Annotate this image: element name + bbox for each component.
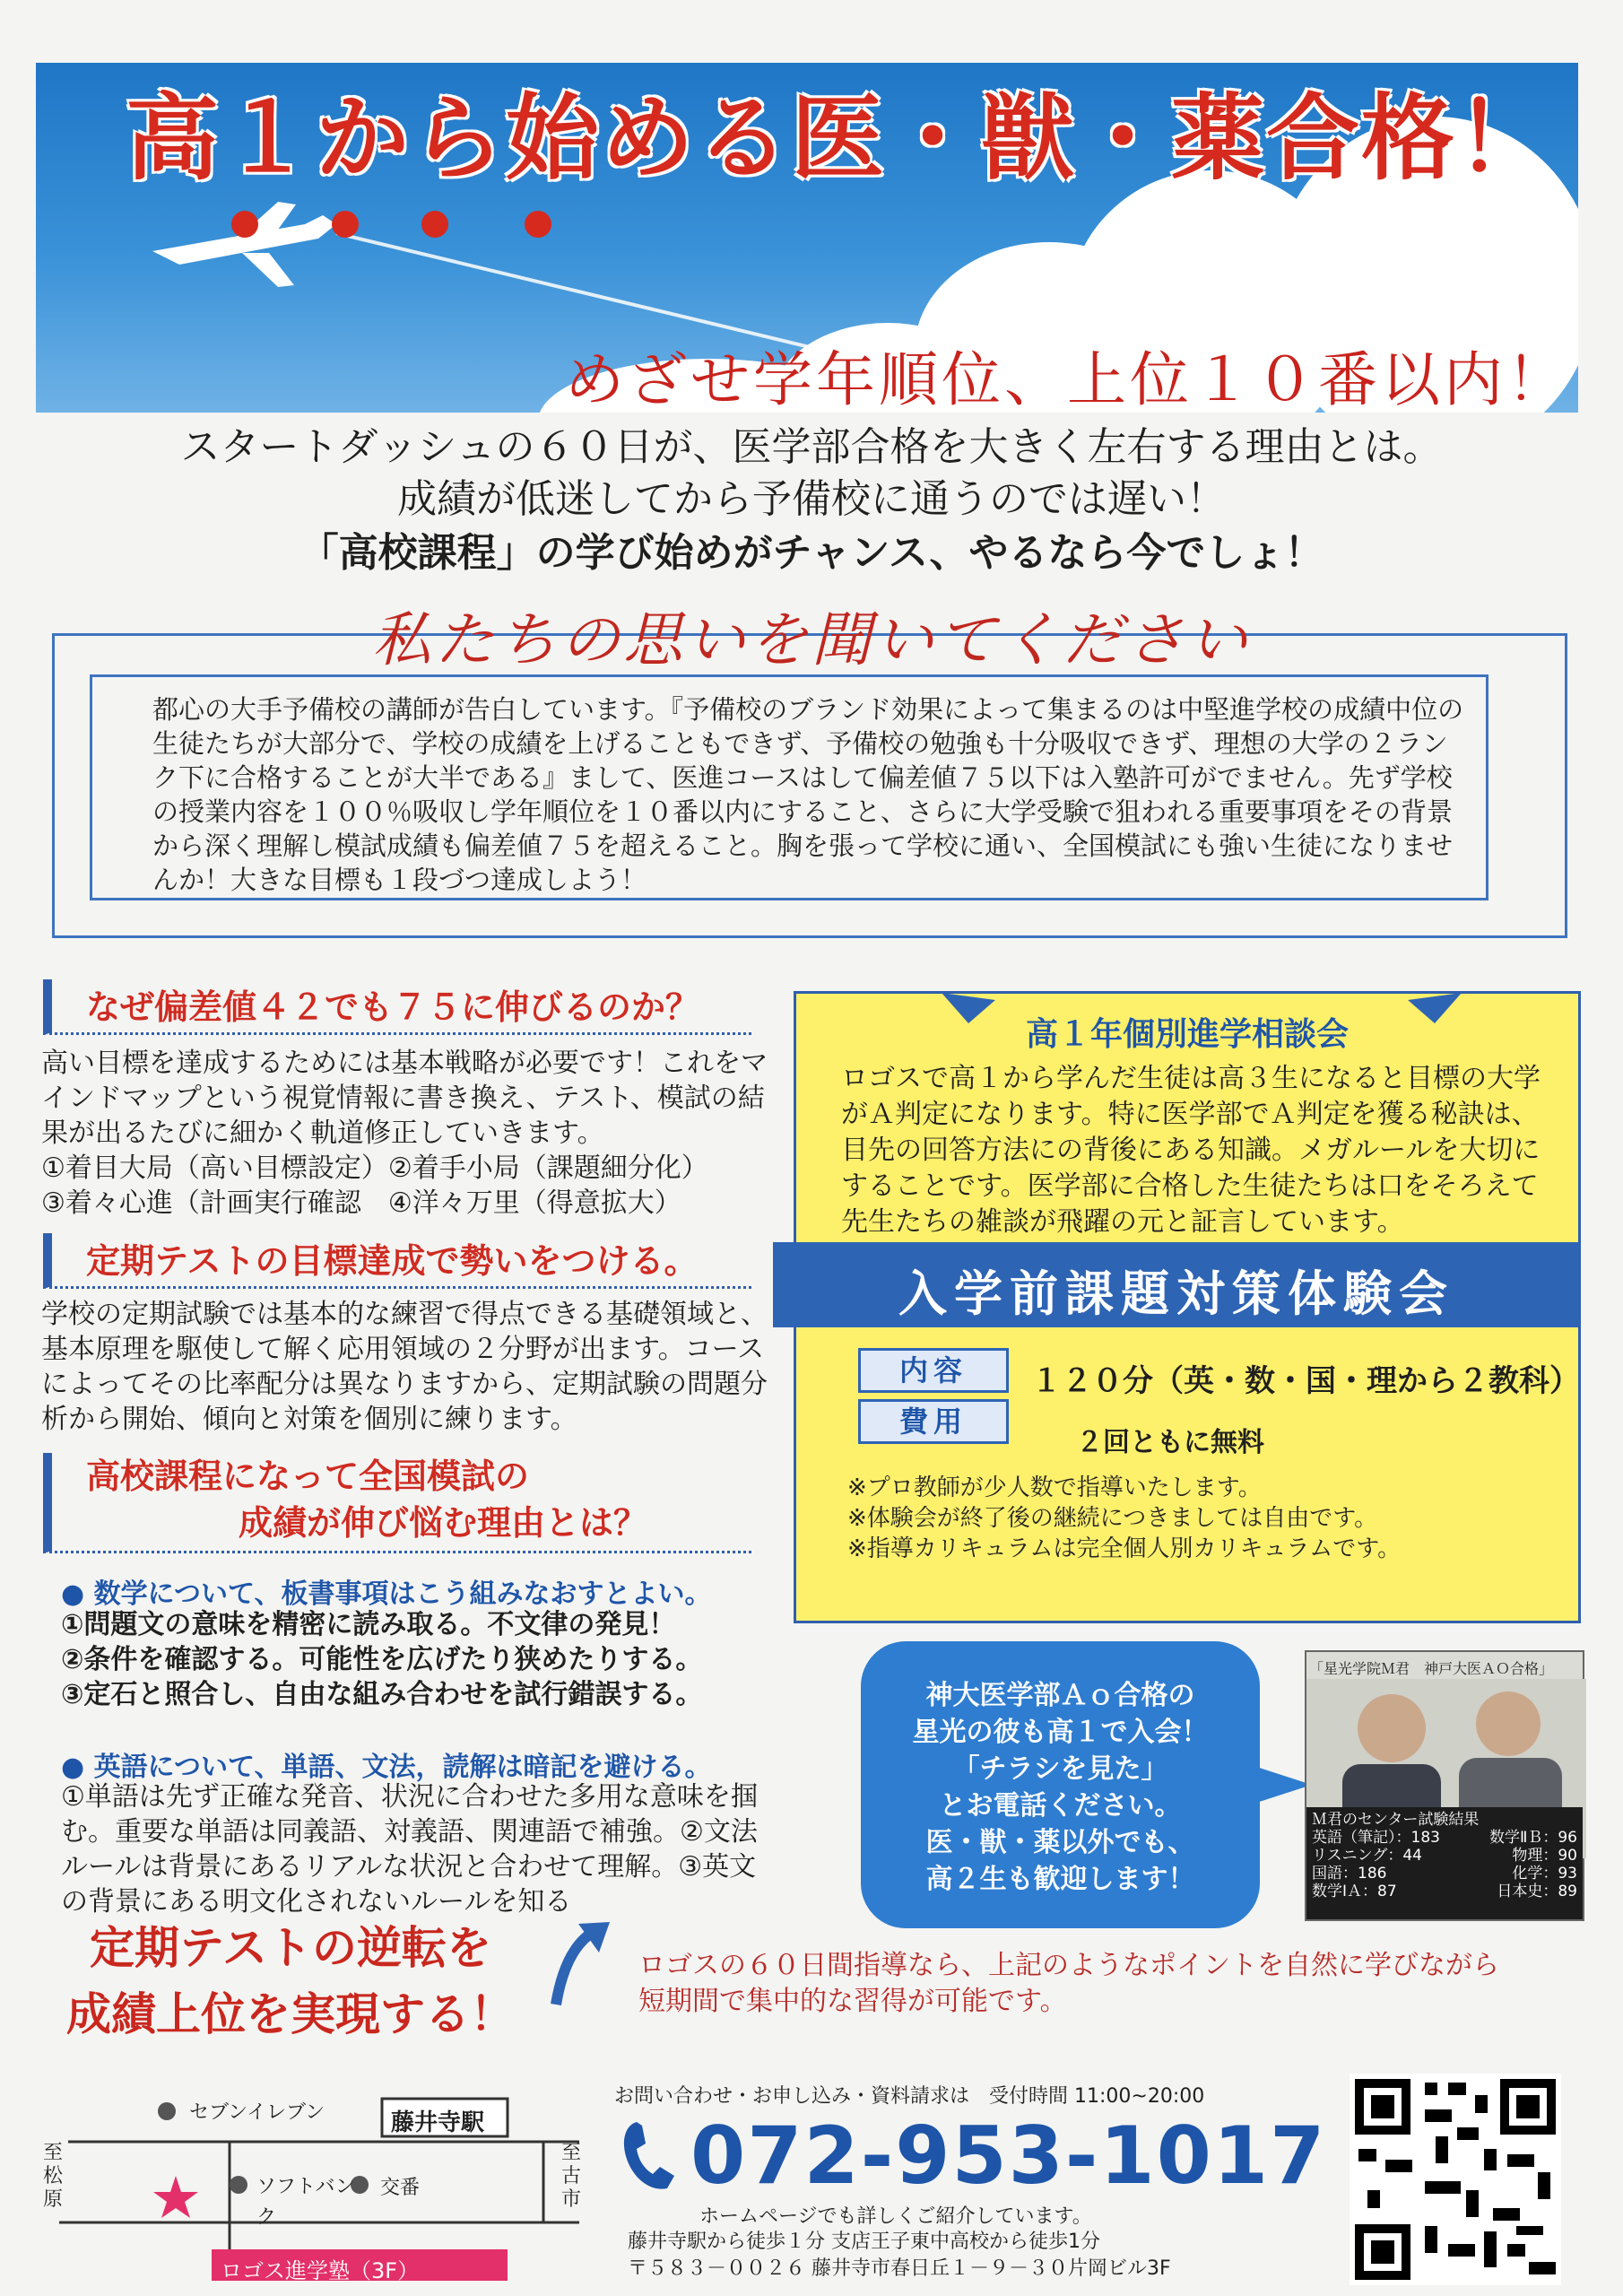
math-tip-1: ①問題文の意味を精密に読み取る。不文律の発見！ [61,1609,676,1640]
math-tip-2: ②条件を確認する。可能性を広げたり狭めたりする。 [61,1644,703,1675]
bubble-line-4: とお電話ください。 [939,1790,1182,1822]
content-value: １２０分（英・数・国・理から２教科） [1031,1363,1580,1399]
english-tip-body: ①単語は先ず正確な発音、状況に合わせた多用な意味を掴む。重要な単語は同義語、対義語、関連語で補強。②文法ルールは背景にあるリアルな状況と合わせて理解。③英文の背景にある明文化されないルールを知る [61,1781,758,1918]
lightbulb-icon: ● [61,1578,85,1610]
map-school: ロゴス進学塾（3F） [221,2258,420,2283]
summary-text [638,1948,1589,2020]
reverse-slogan-line1: 定期テストの逆転を [90,1922,491,1974]
summary-line-1: ロゴスの６０日間指導なら、上記のようなポイントを自然に学びながら [638,1950,1499,1981]
consult-title: 高１年個別進学相談会 [1025,1016,1349,1053]
hero-subtitle: めざせ学年順位、上位１０番以内！ [565,345,1569,414]
section-title-deviation: なぜ偏差値４２でも７５に伸びるのか？ [43,979,751,1035]
voice-title: 私たちの思いを聞いてください [372,605,1251,674]
score-table [1306,1807,1583,1919]
hero-title: 高１から始める医・獣・薬合格！ [125,83,1551,193]
math-tip-title-text: 数学について、板書事項はこう組みなおすとよい。 [93,1578,712,1610]
score-cell: リスニング：44 [1312,1847,1422,1865]
score-row [1312,1865,1577,1883]
section-body-periodic-test: 学校の定期試験では基本的な練習で得点できる基礎領域と、基本原理を駆使して解く応用領域の２分野が出ます。コースによってその比率配分は異なりますから、定期試験の問題分析から開始、傾向と対策を個別に練ります。 [41,1299,768,1435]
section-title-periodic-test: 定期テストの目標達成で勢いをつける。 [43,1233,751,1289]
score-cell: 日本史：89 [1497,1883,1577,1900]
english-tip-title-text: 英語について、単語、文法，読解は暗記を避ける。 [93,1752,712,1783]
score-cell: 数学ⅠＡ：87 [1312,1883,1397,1900]
event-note-1: ※プロ教師が少人数で指導いたします。 [847,1474,1262,1501]
bubble-line-5: 医・獣・薬以外でも、 [925,1827,1195,1858]
event-title: 入学前課題対策体験会 [898,1265,1454,1322]
emphasis-dot [421,211,448,238]
score-cell: 化学：93 [1512,1865,1577,1883]
bubble-line-3: 「チラシを見た」 [952,1753,1168,1785]
map-softbank: ソフトバンク [256,2176,355,2229]
score-row [1312,1847,1577,1865]
intro-line-1: スタートダッシュの６０日が、医学部合格を大きく左右する理由とは。 [180,424,1443,470]
homepage-note: ホームページでも詳しくご紹介しています。 [699,2205,1092,2228]
score-cell: 数学ⅡＢ：96 [1489,1829,1577,1847]
qr-code-graphic [1350,2074,1561,2285]
strategy-list-2: ③着々心進（計画実行確認 ④洋々万里（得意拡大） [41,1187,681,1219]
speech-bubble-text [861,1677,1260,1898]
map-dir-right: 至古市 [561,2142,582,2211]
consult-body: ロゴスで高１から学んだ生徒は高３生になると目標の大学がＡ判定になります。特に医学部でＡ判定を獲る秘訣は、目先の回答方法にの背後にある知識。メガルールを大切にすることです。医学部に合格した生徒たちは口をそろえて先生たちの雑談が飛躍の元と証言しています。 [841,1063,1541,1238]
phone-number[interactable]: 072-953-1017 [690,2109,1327,2202]
english-tip-title [61,1744,711,1784]
voice-text: 都心の大手予備校の講師が告白しています。『予備校のブランド効果によって集まるのは中堅進学校の成績中位の生徒たちが大部分で、学校の成績を上げることもできず、予備校の勉強も十分吸収できず、理想の大学の２ランク下に合格することが大半である』まして、医進コースはして偏差値７５以下は入塾許可がでません。先ず学校の授業内容を１００％吸収し学年順位を１０番以内にすること、さらに大学受験で狙われる重要事項をその背景から深く理解し模試成績も偏差値７５を超えること。胸を張って学校に通い、全国模試にも強い生徒になりませんか！大きな目標も１段づつ達成しよう！ [152,694,1464,895]
bubble-line-6: 高２生も歓迎します！ [925,1864,1195,1895]
event-note-3: ※指導カリキュラムは完全個人別カリキュラムです。 [847,1535,1402,1562]
access-map [41,2079,588,2281]
reverse-slogan [39,1915,542,2048]
section-title-mock-exam-line1: 高校課程になって全国模試の [86,1457,530,1496]
photo-caption: 「星光学院Ｍ君 神戸大医ＡＯ合格」 [1309,1660,1554,1677]
qr-code-icon[interactable] [1350,2074,1561,2285]
intro-line-3: 「高校課程」の学び始めがチャンス、やるなら今でしょ！ [299,530,1324,576]
intro-line-2: 成績が低迷してから予備校に通うのでは遅い！ [397,476,1226,522]
fee-label: 費用 [858,1399,1009,1444]
emphasis-dot [332,211,359,238]
score-cell: 物理：90 [1512,1847,1577,1865]
score-row [1312,1829,1577,1847]
score-cell: 英語（筆記）：183 [1312,1829,1440,1847]
map-dir-left: 至松原 [43,2142,64,2211]
score-row [1312,1883,1577,1900]
emphasis-dot [231,211,258,238]
strategy-list-1: ①着目大局（高い目標設定）②着手小局（課題細分化） [41,1152,708,1184]
section-title-mock-exam [43,1453,751,1553]
section-title-mock-exam-line2: 成績が伸び悩む理由とは？ [239,1503,648,1543]
bubble-line-1: 神大医学部Ａｏ合格の [925,1680,1195,1711]
lightbulb-icon: ● [61,1752,85,1783]
section-body-deviation: 高い目標を達成するためには基本戦略が必要です！これをマインドマップという視覚情報に書き換え、テスト、模試の結果が出るたびに細かく軌道修正していきます。 [41,1048,768,1149]
phone-icon [619,2117,681,2194]
score-title: Ｍ君のセンター試験結果 [1312,1811,1480,1829]
math-tip-title [61,1571,711,1611]
map-station: 藤井寺駅 [391,2109,485,2136]
fee-value: ２回ともに無料 [1076,1427,1264,1458]
event-note-2: ※体験会が終了後の継続につきましては自由です。 [847,1505,1378,1532]
map-koban: 交番 [380,2177,421,2199]
contact-title: お問い合わせ・お申し込み・資料請求は 受付時間 11:00~20:00 [614,2085,1205,2108]
reverse-slogan-line2: 成績上位を実現する！ [66,1988,515,2040]
address: 〒５８３－００２６ 藤井寺市春日丘１－９－３０片岡ビル3F [628,2257,1171,2280]
bubble-line-2: 星光の彼も高１で入会！ [912,1717,1209,1748]
math-tip-3: ③定石と照合し、自由な組み合わせを試行錯誤する。 [61,1679,703,1710]
summary-line-2: 短期間で集中的な習得が可能です。 [638,1986,1067,2017]
content-label: 内容 [858,1348,1009,1393]
map-seven-eleven: セブンイレブン [189,2101,325,2124]
emphasis-dot [525,211,551,238]
score-cell: 国語：186 [1312,1865,1387,1883]
access-info: 藤井寺駅から徒歩１分 支店王子東中高校から徒歩1分 [628,2231,1100,2253]
up-arrow-icon [538,1915,619,2013]
